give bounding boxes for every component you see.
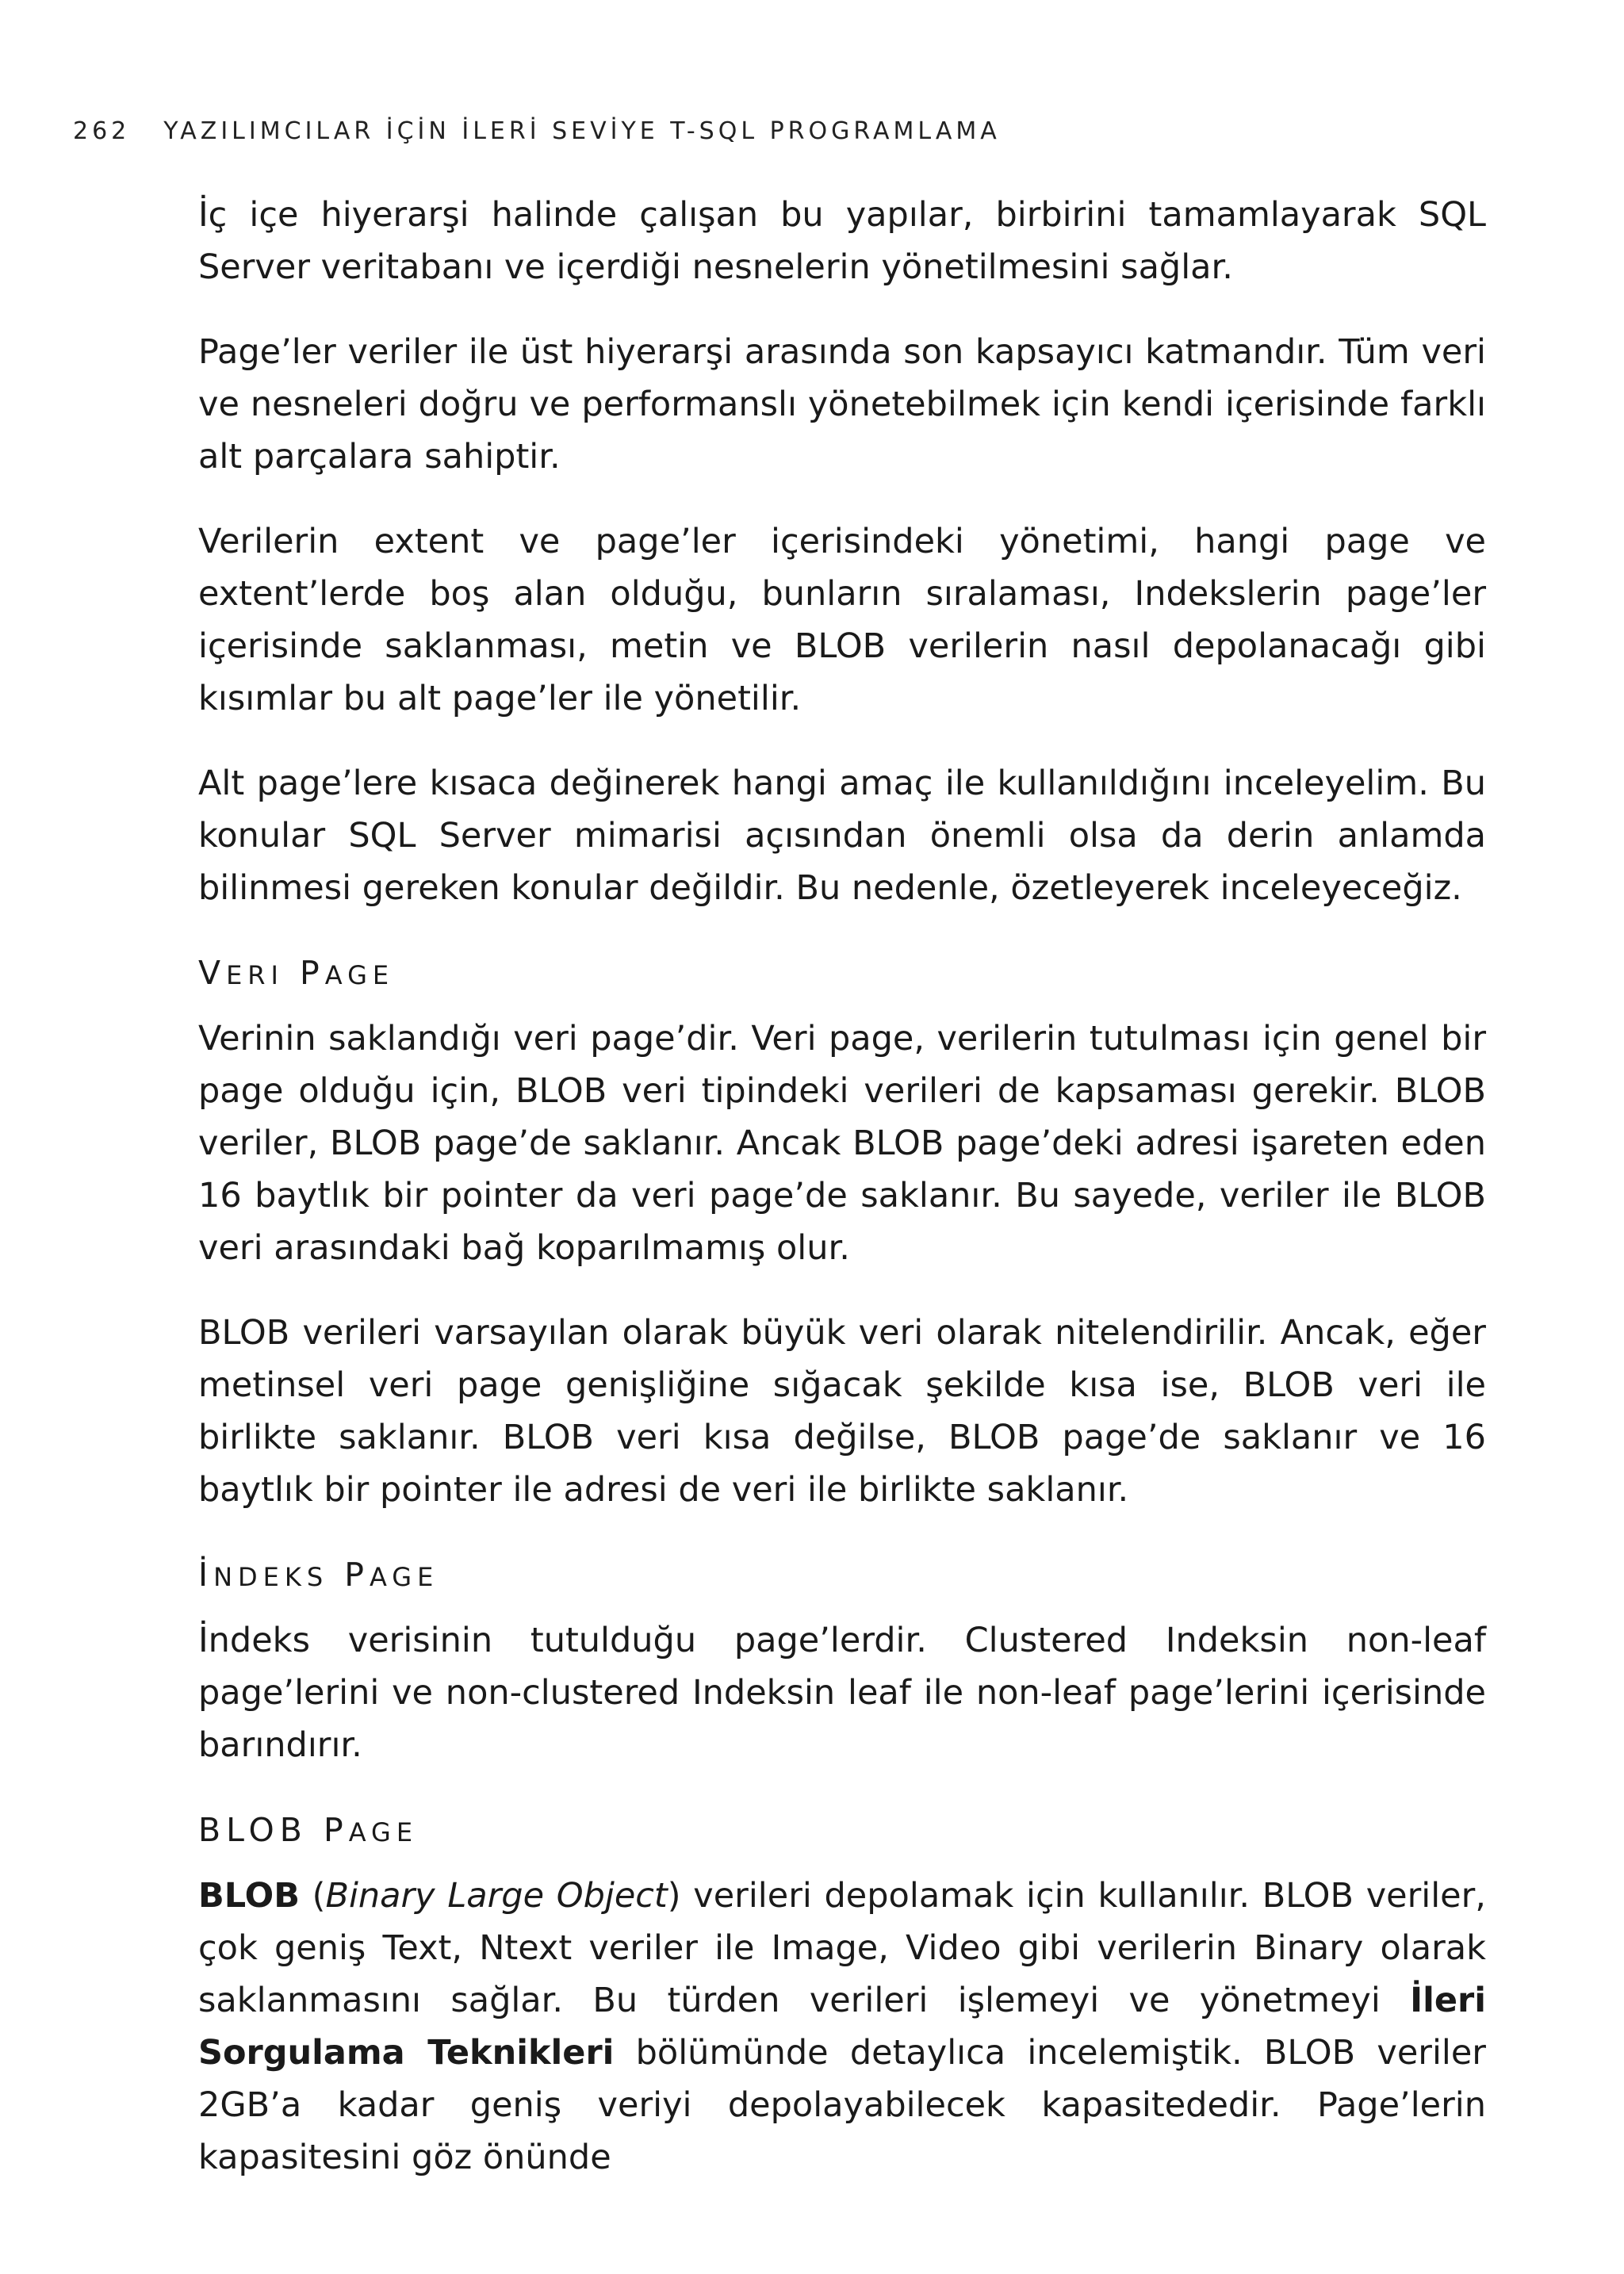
chapter-reference: İleri Sorgulama Teknikleri xyxy=(198,1981,1486,2073)
paragraph: Verilerin extent ve page’ler içerisindeki yönetimi, hangi page ve extent’lerde boş alan olduğu, bunların sıralaması, Indekslerin page’ler içerisinde saklanması, metin ve BLOB verilerin nasıl depolanacağı gibi kısımlar bu alt page’ler ile yönetilir. xyxy=(198,522,1486,718)
paragraph: Verinin saklandığı veri page’dir. Veri page, verilerin tutulması için genel bir page olduğu için, BLOB veri tipindeki verileri de kapsaması gerekir. BLOB veriler, BLOB page’de saklanır. Ancak BLOB page’deki adresi işareten eden 16 baytlık bir pointer da veri page’de saklanır. Bu sayede, veriler ile BLOB veri arasındaki bağ koparılmamış olur. xyxy=(198,1019,1486,1268)
section-heading-blob-page: BLOB PAGE xyxy=(198,1811,419,1849)
paragraph: İndeks verisinin tutulduğu page’lerdir. Clustered Indeksin non-leaf page’lerini ve non-clustered Indeksin leaf ile non-leaf page’lerini içerisinde barındırır. xyxy=(198,1621,1486,1765)
book-title: YAZILIMCILAR İÇİN İLERİ SEVİYE T-SQL PROGRAMLAMA xyxy=(163,117,1001,145)
page-number: 262 xyxy=(73,117,131,145)
section-heading-veri-page: VERI PAGE xyxy=(198,954,395,992)
section-heading-indeks-page: İNDEKS PAGE xyxy=(198,1556,439,1594)
paragraph: Alt page’lere kısaca değinerek hangi amaç ile kullanıldığını inceleyelim. Bu konular SQL Server mimarisi açısından önemli olsa da derin anlamda bilinmesi gereken konular değildir. Bu nedenle, özetleyerek inceleyeceğiz. xyxy=(198,764,1486,908)
paragraph: BLOB verileri varsayılan olarak büyük veri olarak nitelendirilir. Ancak, eğer metinsel veri page genişliğine sığacak şekilde kısa ise, BLOB veri ile birlikte saklanır. BLOB veri kısa değilse, BLOB page’de saklanır ve 16 baytlık bir pointer ile adresi de veri ile birlikte saklanır. xyxy=(198,1313,1486,1510)
term-binary-large-object: Binary Large Object xyxy=(325,1876,668,1916)
running-head xyxy=(73,117,1001,145)
paragraph: İç içe hiyerarşi halinde çalışan bu yapılar, birbirini tamamlayarak SQL Server veritabanı ve içerdiği nesnelerin yönetilmesini sağlar. xyxy=(198,195,1486,287)
term-blob: BLOB xyxy=(198,1876,300,1916)
paragraph: BLOB (Binary Large Object) verileri depolamak için kullanılır. BLOB veriler, çok geniş Text, Ntext veriler ile Image, Video gibi verilerin Binary olarak saklanmasını sağlar. Bu türden verileri işlemeyi ve yönetmeyi İleri Sorgulama Teknikleri bölümünde detaylıca incelemiştik. BLOB veriler 2GB’a kadar geniş veriyi depolayabilecek kapasitededir. Page’lerin kapasitesini göz önünde xyxy=(198,1876,1486,2177)
page-body xyxy=(198,189,1486,2216)
paragraph: Page’ler veriler ile üst hiyerarşi arasında son kapsayıcı katmandır. Tüm veri ve nesneleri doğru ve performanslı yönetebilmek için kendi içerisinde farklı alt parçalara sahiptir. xyxy=(198,332,1486,477)
